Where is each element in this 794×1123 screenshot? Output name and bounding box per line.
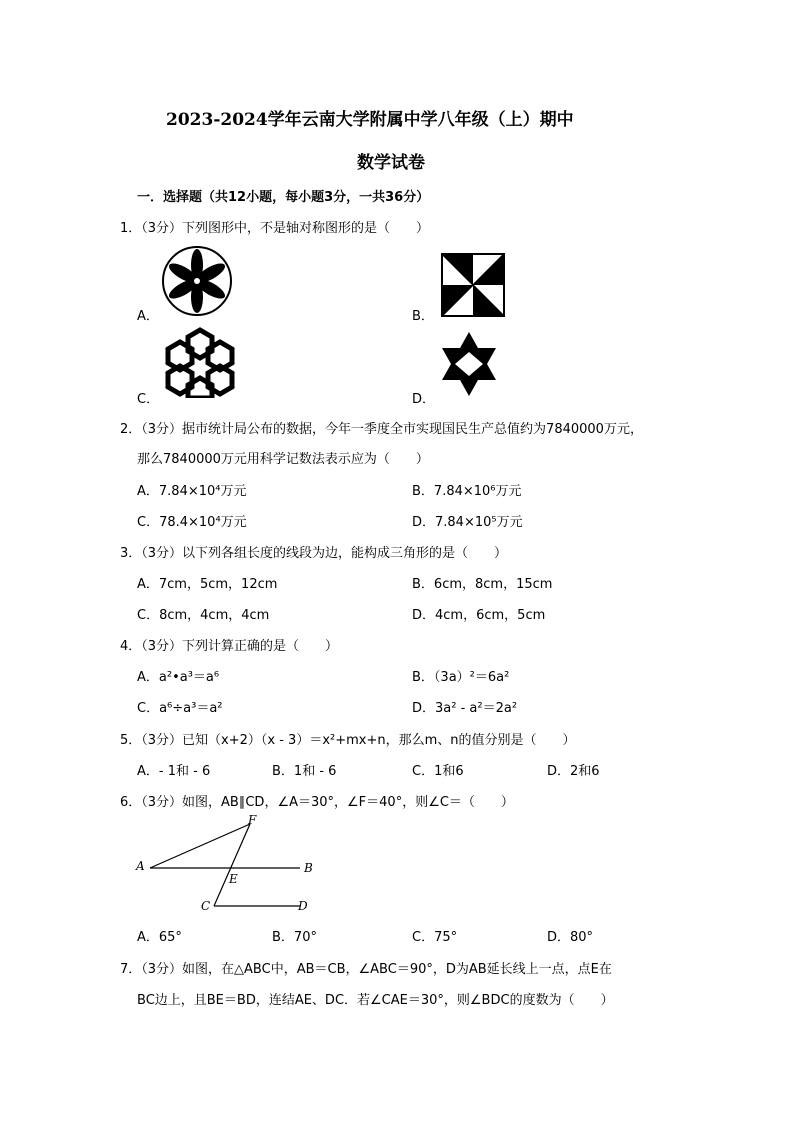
q3-option-a: A．7cm，5cm，12cm — [137, 577, 278, 592]
q6-label-f: F — [248, 813, 257, 827]
q2-option-d: D．7.84×10⁵万元 — [412, 515, 523, 530]
q6-geometry-figure — [130, 812, 330, 917]
q6-option-a: A．65° — [137, 930, 182, 945]
question-7-stem-line-2: BC边上，且BE＝BD，连结AE、DC．若∠CAE＝30°，则∠BDC的度数为（ ） — [137, 993, 614, 1008]
question-7-stem-line-1: 7．（3分）如图，在△ABC中，AB＝CB，∠ABC＝90°，D为AB延长线上一点，点E在 — [120, 962, 612, 977]
q6-option-b: B．70° — [272, 930, 317, 945]
question-3-stem: 3．（3分）以下列各组长度的线段为边，能构成三角形的是（ ） — [120, 546, 508, 561]
question-2-stem-line-2: 那么7840000万元用科学记数法表示应为（ ） — [137, 452, 429, 467]
question-6-stem: 6．（3分）如图，AB∥CD，∠A＝30°，∠F＝40°，则∠C＝（ ） — [120, 795, 514, 810]
star-of-david-icon — [438, 330, 500, 398]
question-5-stem: 5．（3分）已知（x+2）（x - 3）＝x²+mx+n，那么m、n的值分别是（ ） — [120, 733, 576, 748]
q5-option-c: C．1和6 — [412, 764, 464, 779]
question-2-stem-line-1: 2．（3分）据市统计局公布的数据，今年一季度全市实现国民生产总值约为7840000万元， — [120, 422, 643, 437]
q6-label-c: C — [201, 899, 211, 913]
section-header: 一．选择题（共12小题，每小题3分，一共36分） — [137, 190, 430, 205]
q6-option-d: D．80° — [547, 930, 594, 945]
q6-label-b: B — [304, 861, 313, 875]
pinwheel-icon — [441, 253, 505, 317]
q6-option-c: C．75° — [412, 930, 458, 945]
q5-option-a: A．- 1和 - 6 — [137, 764, 211, 779]
q6-label-d: D — [298, 899, 308, 913]
q5-option-b: B．1和 - 6 — [272, 764, 337, 779]
q4-option-c: C．a⁶÷a³＝a² — [137, 701, 223, 716]
q2-option-c: C．78.4×10⁴万元 — [137, 515, 247, 530]
q6-label-a: A — [136, 859, 145, 873]
flower-circle-icon — [160, 244, 235, 319]
q4-option-d: D．3a² - a²＝2a² — [412, 701, 518, 716]
question-4-stem: 4．（3分）下列计算正确的是（ ） — [120, 639, 339, 654]
page-title: 2023-2024学年云南大学附属中学八年级（上）期中 — [166, 110, 574, 130]
page-subtitle: 数学试卷 — [357, 153, 425, 173]
q3-option-c: C．8cm，4cm，4cm — [137, 608, 270, 623]
question-1-stem: 1．（3分）下列图形中，不是轴对称图形的是（ ） — [120, 221, 430, 236]
q6-label-e: E — [229, 872, 238, 886]
q1-option-b-label: B． — [412, 309, 434, 324]
q2-option-b: B．7.84×10⁶万元 — [412, 484, 522, 499]
hexagon-ring-icon — [160, 326, 240, 398]
q4-option-b: B．（3a）²＝6a² — [412, 670, 510, 685]
q3-option-b: B．6cm，8cm，15cm — [412, 577, 553, 592]
q1-option-a-label: A． — [137, 309, 159, 324]
q4-option-a: A．a²•a³＝a⁶ — [137, 670, 220, 685]
q2-option-a: A．7.84×10⁴万元 — [137, 484, 247, 499]
q1-option-c-label: C． — [137, 392, 160, 407]
q5-option-d: D．2和6 — [547, 764, 600, 779]
q1-option-d-label: D． — [412, 392, 436, 407]
q3-option-d: D．4cm，6cm，5cm — [412, 608, 546, 623]
